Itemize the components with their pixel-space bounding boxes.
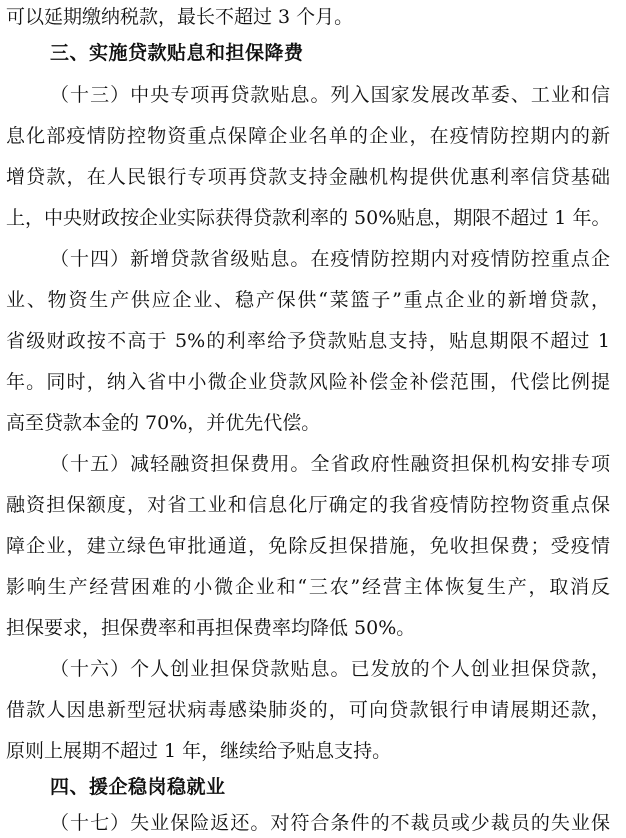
text-line: 原则上展期不超过 1 年，继续给予贴息支持。	[6, 740, 392, 762]
paragraph-17-subheading: （十七）失业保险返还。	[50, 812, 271, 834]
text-line: 息化部疫情防控物资重点保障企业名单的企业，在疫情防控期内的新	[6, 125, 610, 147]
text-line: 高至贷款本金的 70%，并优先代偿。	[6, 412, 321, 434]
text-line: 融资担保额度，对省工业和信息化厅确定的我省疫情防控物资重点保	[6, 494, 610, 516]
paragraph-13-text: 列入国家发展改革委、工业和信	[330, 84, 610, 106]
paragraph-15-subheading: （十五）减轻融资担保费用。	[50, 453, 311, 475]
text-line: 省级财政按不高于 5%的利率给予贷款贴息支持，贴息期限不超过 1	[6, 330, 610, 352]
paragraph-13-line-1	[50, 80, 610, 110]
text-line: 年。同时，纳入省中小微企业贷款风险补偿金补偿范围，代偿比例提	[6, 371, 610, 393]
section-heading-3: 三、实施贷款贴息和担保降费	[50, 42, 304, 64]
paragraph-17-line-1	[50, 808, 610, 838]
paragraph-15-text: 全省政府性融资担保机构安排专项	[310, 453, 610, 475]
text-line: 影响生产经营困难的小微企业和“三农”经营主体恢复生产，取消反	[6, 576, 610, 598]
text-line: 障企业，建立绿色审批通道，免除反担保措施，免收担保费；受疫情	[6, 535, 610, 557]
text-line: 借款人因患新型冠状病毒感染肺炎的，可向贷款银行申请展期还款，	[6, 699, 610, 721]
paragraph-16-line-1	[50, 654, 610, 684]
text-line: 上，中央财政按企业实际获得贷款利率的 50%贴息，期限不超过 1 年。	[6, 207, 611, 229]
text-line: 可以延期缴纳税款，最长不超过 3 个月。	[6, 6, 354, 28]
section-heading-4: 四、援企稳岗稳就业	[50, 776, 226, 798]
paragraph-14-line-1	[50, 244, 610, 274]
text-line: 担保要求，担保费率和再担保费率均降低 50%。	[6, 617, 416, 639]
text-line: 业、物资生产供应企业、稳产保供“菜篮子”重点企业的新增贷款，	[6, 289, 610, 311]
paragraph-14-subheading: （十四）新增贷款省级贴息。	[50, 248, 311, 270]
paragraph-14-text: 在疫情防控期内对疫情防控重点企	[310, 248, 610, 270]
paragraph-16-text: 已发放的个人创业担保贷款，	[350, 658, 610, 680]
paragraph-13-subheading: （十三）中央专项再贷款贴息。	[50, 84, 331, 106]
text-line: 增贷款，在人民银行专项再贷款支持金融机构提供优惠利率信贷基础	[6, 166, 610, 188]
paragraph-15-line-1	[50, 449, 610, 479]
paragraph-16-subheading: （十六）个人创业担保贷款贴息。	[50, 658, 351, 680]
paragraph-17-text: 对符合条件的不裁员或少裁员的失业保	[270, 812, 610, 834]
